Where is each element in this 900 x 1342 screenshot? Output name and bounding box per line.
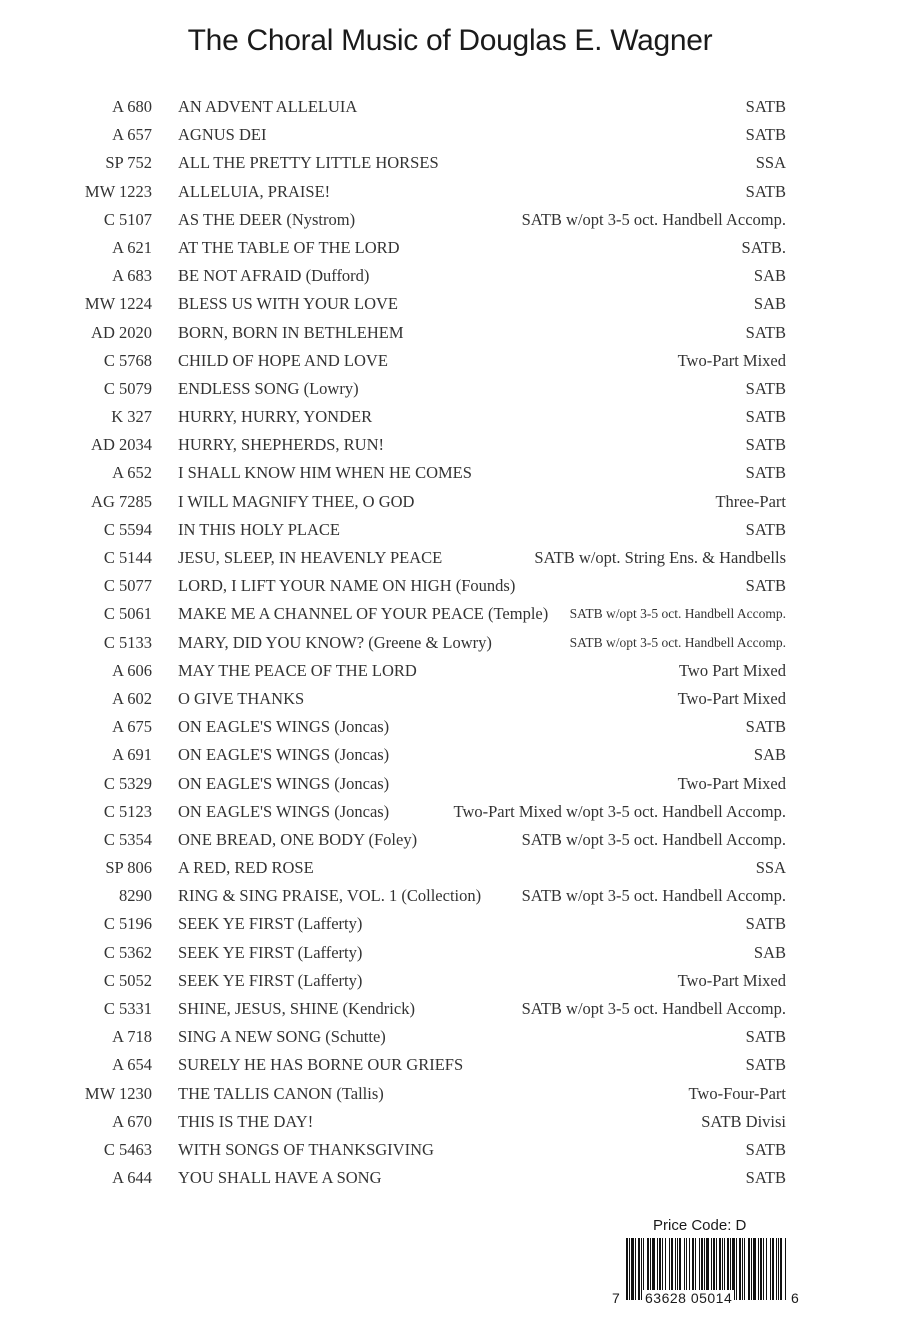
voicing: SATB — [745, 1168, 786, 1188]
catalog-number: C 5144 — [103, 548, 152, 567]
barcode-bar — [753, 1238, 756, 1300]
catalog-number: AD 2020 — [91, 322, 152, 342]
voicing: Two Part Mixed — [678, 660, 786, 680]
list-item — [0, 713, 900, 741]
work-title: SHINE, JESUS, SHINE (Kendrick) — [178, 999, 415, 1018]
list-item — [0, 995, 900, 1023]
catalog-number: SP 752 — [105, 153, 152, 173]
list-item — [0, 375, 900, 403]
work-title: AGNUS DEI — [178, 125, 267, 145]
work-title: ON EAGLE'S WINGS (Joncas) — [178, 801, 390, 821]
barcode-bar — [780, 1238, 782, 1300]
voicing: SSA — [755, 858, 786, 878]
catalog-number: AG 7285 — [91, 491, 152, 511]
list-item — [0, 431, 900, 459]
voicing: SATB w/opt 3-5 oct. Handbell Accomp. — [521, 209, 786, 229]
catalog-number: A 670 — [112, 1111, 152, 1131]
voicing: SATB — [745, 717, 786, 737]
list-item — [0, 290, 900, 318]
barcode-bar — [763, 1238, 764, 1300]
voicing: Two-Part Mixed w/opt 3-5 oct. Handbell Accomp. — [453, 801, 786, 821]
barcode-bar — [770, 1238, 771, 1300]
work-title: SEEK YE FIRST (Lafferty) — [178, 914, 363, 934]
work-title: AT THE TABLE OF THE LORD — [178, 237, 400, 257]
catalog-number: A 718 — [112, 1027, 152, 1047]
work-title: ON EAGLE'S WINGS (Joncas) — [178, 773, 390, 793]
list-item — [0, 629, 900, 657]
voicing: SATB w/opt 3-5 oct. Handbell Accomp. — [521, 999, 786, 1018]
barcode-bar — [638, 1238, 640, 1300]
list-item — [0, 544, 900, 572]
list-item — [0, 1023, 900, 1051]
catalog-number: C 5463 — [103, 1139, 152, 1159]
voicing: SATB w/opt 3-5 oct. Handbell Accomp. — [569, 606, 786, 622]
voicing: Three-Part — [715, 491, 786, 511]
list-item — [0, 798, 900, 826]
work-title: SEEK YE FIRST (Lafferty) — [178, 942, 363, 962]
barcode-bar — [785, 1238, 786, 1300]
list-item — [0, 770, 900, 798]
work-title: SEEK YE FIRST (Lafferty) — [178, 970, 363, 990]
page-title: The Choral Music of Douglas E. Wagner — [187, 24, 713, 57]
work-title: JESU, SLEEP, IN HEAVENLY PEACE — [178, 548, 443, 567]
list-item — [0, 572, 900, 600]
barcode-bar — [751, 1238, 752, 1300]
work-title: I WILL MAGNIFY THEE, O GOD — [178, 491, 415, 511]
list-item — [0, 882, 900, 910]
voicing: SAB — [753, 266, 786, 286]
voicing: SATB w/opt 3-5 oct. Handbell Accomp. — [521, 829, 786, 849]
catalog-number: C 5362 — [103, 942, 152, 962]
catalog-number: K 327 — [111, 407, 152, 427]
work-title: LORD, I LIFT YOUR NAME ON HIGH (Founds) — [178, 576, 516, 596]
work-title: A RED, RED ROSE — [178, 858, 314, 878]
list-item — [0, 1051, 900, 1079]
barcode-bar — [744, 1238, 745, 1300]
choral-works-list — [0, 93, 900, 1192]
list-item — [0, 854, 900, 882]
list-item — [0, 121, 900, 149]
voicing: Two-Part Mixed — [677, 970, 786, 990]
work-title: BORN, BORN IN BETHLEHEM — [178, 322, 404, 342]
catalog-number: A 652 — [112, 463, 152, 483]
barcode-bar — [760, 1238, 762, 1300]
catalog-number: C 5133 — [103, 632, 152, 652]
catalog-number: C 5768 — [103, 350, 152, 370]
catalog-number: MW 1230 — [84, 1083, 152, 1103]
work-title: BE NOT AFRAID (Dufford) — [178, 266, 370, 286]
list-item — [0, 149, 900, 177]
voicing: SATB w/opt. String Ens. & Handbells — [534, 548, 786, 567]
barcode-bar — [631, 1238, 634, 1300]
list-item — [0, 319, 900, 347]
catalog-number: A 602 — [112, 688, 152, 708]
voicing: SATB — [745, 463, 786, 483]
barcode-bar — [742, 1238, 743, 1300]
work-title: ON EAGLE'S WINGS (Joncas) — [178, 717, 390, 737]
catalog-number: A 657 — [112, 125, 152, 145]
list-item — [0, 206, 900, 234]
voicing: SATB — [745, 322, 786, 342]
work-title: MAKE ME A CHANNEL OF YOUR PEACE (Temple) — [178, 604, 549, 624]
list-item — [0, 939, 900, 967]
barcode-bar — [766, 1238, 767, 1300]
catalog-number: C 5196 — [103, 914, 152, 934]
work-title: IN THIS HOLY PLACE — [178, 519, 340, 539]
catalog-number: MW 1224 — [84, 294, 152, 314]
work-title: ALLELUIA, PRAISE! — [178, 181, 331, 201]
catalog-number: A 606 — [112, 660, 152, 680]
voicing: SATB — [745, 97, 786, 116]
list-item — [0, 93, 900, 121]
list-item — [0, 1080, 900, 1108]
voicing: SATB. — [741, 237, 786, 257]
list-item — [0, 910, 900, 938]
barcode-right-digit: 6 — [791, 1290, 799, 1306]
list-item — [0, 600, 900, 628]
voicing: SATB — [745, 576, 786, 596]
catalog-number: A 683 — [112, 266, 152, 286]
voicing: Two-Four-Part — [688, 1083, 786, 1103]
catalog-number: C 5052 — [103, 970, 152, 990]
voicing: SATB — [745, 1055, 786, 1075]
list-item — [0, 178, 900, 206]
voicing: SAB — [753, 745, 786, 765]
list-item — [0, 1108, 900, 1136]
voicing: SAB — [753, 942, 786, 962]
work-title: ONE BREAD, ONE BODY (Foley) — [178, 829, 418, 849]
voicing: SATB — [745, 125, 786, 145]
barcode-bar — [772, 1238, 774, 1300]
work-title: CHILD OF HOPE AND LOVE — [178, 350, 388, 370]
list-item — [0, 685, 900, 713]
list-item — [0, 516, 900, 544]
voicing: SATB — [745, 914, 786, 934]
work-title: AN ADVENT ALLELUIA — [178, 97, 358, 116]
barcode-bar — [629, 1238, 630, 1300]
list-item — [0, 262, 900, 290]
work-title: YOU SHALL HAVE A SONG — [178, 1168, 382, 1188]
catalog-number: C 5594 — [103, 519, 152, 539]
voicing: SATB — [745, 407, 786, 427]
voicing: SATB — [745, 181, 786, 201]
list-item — [0, 967, 900, 995]
work-title: SING A NEW SONG (Schutte) — [178, 1027, 386, 1047]
list-item — [0, 1136, 900, 1164]
work-title: THE TALLIS CANON (Tallis) — [178, 1083, 384, 1103]
catalog-number: A 621 — [112, 237, 152, 257]
barcode-bar — [758, 1238, 759, 1300]
list-item — [0, 741, 900, 769]
catalog-number: A 675 — [112, 717, 152, 737]
catalog-number: C 5331 — [103, 999, 152, 1018]
catalog-number: A 644 — [112, 1168, 152, 1188]
voicing: SATB — [745, 519, 786, 539]
voicing: SATB — [745, 1027, 786, 1047]
catalog-number: C 5329 — [103, 773, 152, 793]
list-item — [0, 1164, 900, 1192]
barcode-bar — [748, 1238, 750, 1300]
work-title: AS THE DEER (Nystrom) — [178, 209, 356, 229]
catalog-number: AD 2034 — [91, 435, 152, 455]
list-item — [0, 403, 900, 431]
catalog-number: MW 1223 — [84, 181, 152, 201]
price-code: Price Code: D — [653, 1217, 747, 1234]
barcode-bar — [641, 1238, 642, 1300]
catalog-number: SP 806 — [105, 858, 152, 878]
catalog-number: A 691 — [112, 745, 152, 765]
barcode-bar — [778, 1238, 779, 1300]
catalog-number: C 5079 — [103, 378, 152, 398]
catalog-number: C 5354 — [103, 829, 152, 849]
work-title: MARY, DID YOU KNOW? (Greene & Lowry) — [178, 632, 492, 652]
voicing: SAB — [753, 294, 786, 314]
catalog-number: C 5123 — [103, 801, 152, 821]
work-title: I SHALL KNOW HIM WHEN HE COMES — [178, 463, 472, 483]
voicing: SATB w/opt 3-5 oct. Handbell Accomp. — [521, 886, 786, 906]
work-title: MAY THE PEACE OF THE LORD — [178, 660, 417, 680]
catalog-number: C 5107 — [103, 209, 152, 229]
barcode-bar — [736, 1238, 737, 1300]
work-title: RING & SING PRAISE, VOL. 1 (Collection) — [178, 886, 482, 906]
voicing: SATB Divisi — [701, 1111, 786, 1131]
list-item — [0, 826, 900, 854]
list-item — [0, 459, 900, 487]
voicing: SATB — [745, 1139, 786, 1159]
barcode-left-digit: 7 — [612, 1290, 620, 1306]
catalog-number: C 5061 — [103, 604, 152, 624]
work-title: BLESS US WITH YOUR LOVE — [178, 294, 399, 314]
work-title: O GIVE THANKS — [178, 688, 305, 708]
list-item — [0, 234, 900, 262]
list-item — [0, 347, 900, 375]
barcode-bar — [739, 1238, 741, 1300]
work-title: SURELY HE HAS BORNE OUR GRIEFS — [178, 1055, 464, 1075]
barcode-bar — [626, 1238, 628, 1300]
work-title: WITH SONGS OF THANKSGIVING — [178, 1139, 434, 1159]
voicing: Two-Part Mixed — [677, 688, 786, 708]
work-title: ON EAGLE'S WINGS (Joncas) — [178, 745, 390, 765]
work-title: THIS IS THE DAY! — [178, 1111, 314, 1131]
voicing: SATB — [745, 378, 786, 398]
list-item — [0, 657, 900, 685]
voicing: Two-Part Mixed — [677, 350, 786, 370]
catalog-number: A 680 — [112, 97, 152, 116]
catalog-number: 8290 — [119, 886, 152, 906]
work-title: HURRY, HURRY, YONDER — [178, 407, 373, 427]
voicing: Two-Part Mixed — [677, 773, 786, 793]
voicing: SATB w/opt 3-5 oct. Handbell Accomp. — [569, 634, 786, 650]
barcode-bar — [635, 1238, 636, 1300]
catalog-number: A 654 — [112, 1055, 152, 1075]
work-title: HURRY, SHEPHERDS, RUN! — [178, 435, 384, 455]
voicing: SSA — [755, 153, 786, 173]
catalog-number: C 5077 — [103, 576, 152, 596]
work-title: ALL THE PRETTY LITTLE HORSES — [178, 153, 439, 173]
barcode-bar — [776, 1238, 777, 1300]
list-item — [0, 488, 900, 516]
work-title: ENDLESS SONG (Lowry) — [178, 378, 359, 398]
barcode-middle-digits: 63628 05014 — [645, 1290, 733, 1306]
voicing: SATB — [745, 435, 786, 455]
